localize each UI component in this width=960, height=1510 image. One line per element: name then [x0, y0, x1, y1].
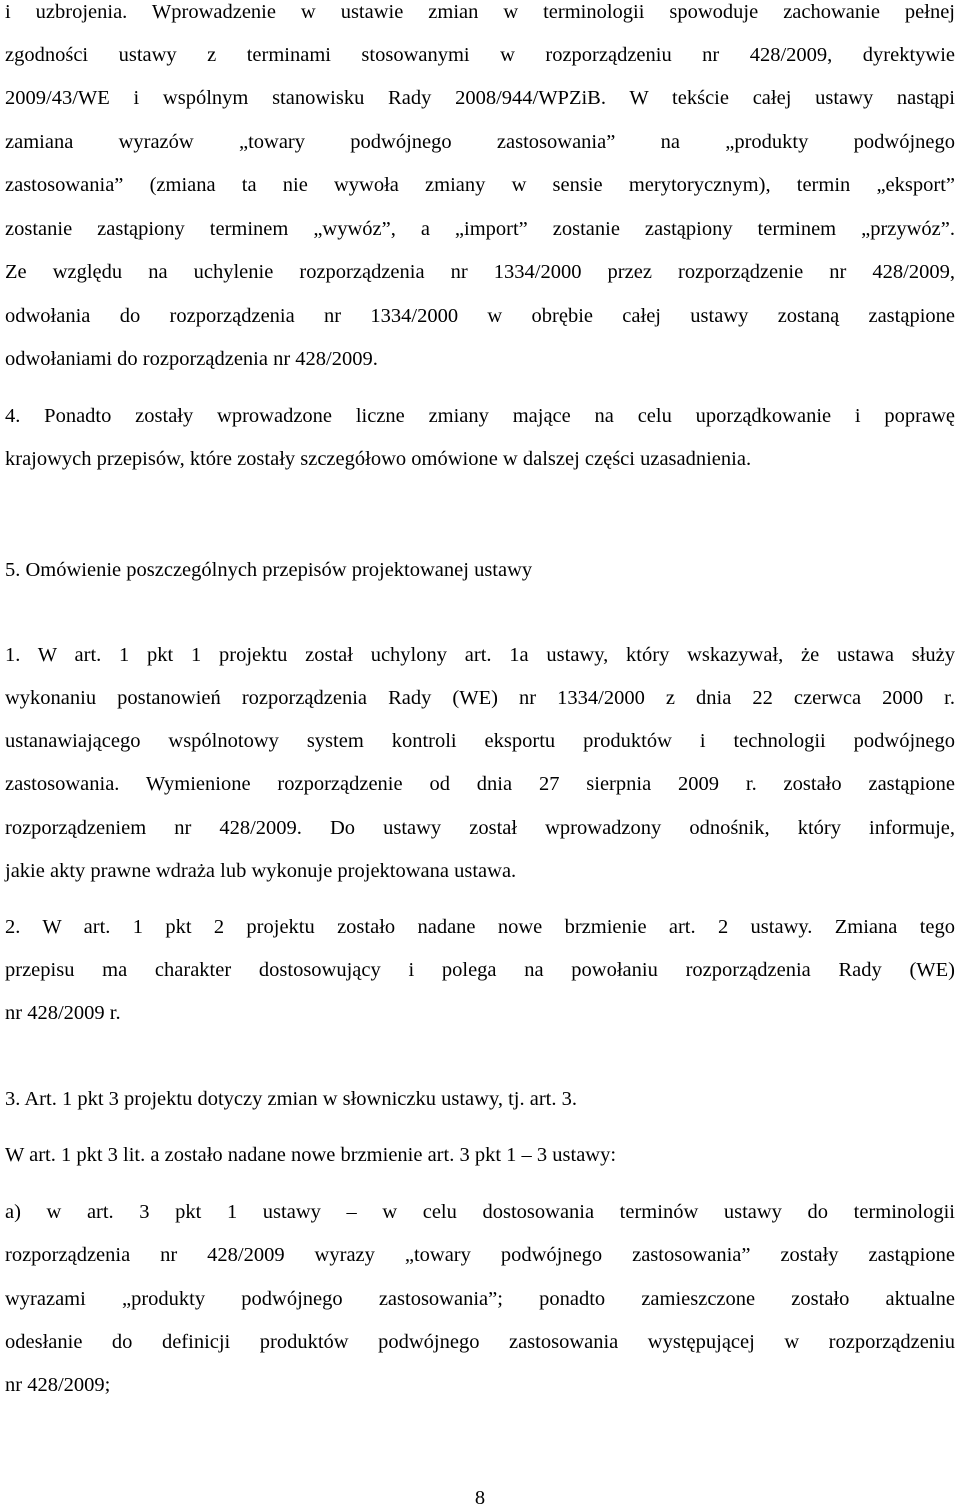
text-line: odwołaniami do rozporządzenia nr 428/2009. — [5, 348, 378, 370]
text-line: Ze względu na uchylenie rozporządzenia nr 1334/2000 przez rozporządzenie nr 428/2009, — [5, 261, 955, 283]
text-line: jakie akty prawne wdraża lub wykonuje projektowana ustawa. — [5, 860, 517, 882]
section-heading: 5. Omówienie poszczególnych przepisów projektowanej ustawy — [5, 559, 533, 581]
text-line: zastosowania. Wymienione rozporządzenie od dnia 27 sierpnia 2009 r. zostało zastąpione — [5, 773, 955, 795]
text-line: nr 428/2009; — [5, 1374, 111, 1396]
text-line: nr 428/2009 r. — [5, 1002, 121, 1024]
text-line: odesłanie do definicji produktów podwójnego zastosowania występującej w rozporządzeniu — [5, 1331, 955, 1353]
text-line: 2009/43/WE i wspólnym stanowisku Rady 2008/944/WPZiB. W tekście całej ustawy nastąpi — [5, 87, 955, 109]
text-line: zgodności ustawy z terminami stosowanymi w rozporządzeniu nr 428/2009, dyrektywie — [5, 44, 955, 66]
text-line: 4. Ponadto zostały wprowadzone liczne zmiany mające na celu uporządkowanie i poprawę — [5, 405, 955, 427]
text-line: i uzbrojenia. Wprowadzenie w ustawie zmian w terminologii spowoduje zachowanie pełnej — [5, 1, 955, 23]
text-line: zamiana wyrazów „towary podwójnego zastosowania” na „produkty podwójnego — [5, 131, 955, 153]
text-line: rozporządzeniem nr 428/2009. Do ustawy został wprowadzony odnośnik, który informuje, — [5, 817, 955, 839]
text-line: zostanie zastąpiony terminem „wywóz”, a „import” zostanie zastąpiony terminem „przywóz”. — [5, 218, 955, 240]
text-line: 1. W art. 1 pkt 1 projektu został uchylony art. 1a ustawy, który wskazywał, że ustawa służy — [5, 644, 955, 666]
text-line: 2. W art. 1 pkt 2 projektu zostało nadane nowe brzmienie art. 2 ustawy. Zmiana tego — [5, 916, 955, 938]
page-number: 8 — [474, 1487, 486, 1509]
text-line: zastosowania” (zmiana ta nie wywoła zmiany w sensie merytorycznym), termin „eksport” — [5, 174, 955, 196]
text-line: W art. 1 pkt 3 lit. a zostało nadane nowe brzmienie art. 3 pkt 1 – 3 ustawy: — [5, 1144, 617, 1166]
text-line: 3. Art. 1 pkt 3 projektu dotyczy zmian w słowniczku ustawy, tj. art. 3. — [5, 1088, 577, 1110]
text-line: odwołania do rozporządzenia nr 1334/2000 w obrębie całej ustawy zostaną zastąpione — [5, 305, 955, 327]
text-line: wykonaniu postanowień rozporządzenia Rady (WE) nr 1334/2000 z dnia 22 czerwca 2000 r. — [5, 687, 955, 709]
text-line: a) w art. 3 pkt 1 ustawy – w celu dostosowania terminów ustawy do terminologii — [5, 1201, 955, 1223]
text-line: krajowych przepisów, które zostały szczegółowo omówione w dalszej części uzasadnienia. — [5, 448, 752, 470]
text-line: wyrazami „produkty podwójnego zastosowania”; ponadto zamieszczone zostało aktualne — [5, 1288, 955, 1310]
text-line: rozporządzenia nr 428/2009 wyrazy „towary podwójnego zastosowania” zostały zastąpione — [5, 1244, 955, 1266]
text-line: przepisu ma charakter dostosowujący i polega na powołaniu rozporządzenia Rady (WE) — [5, 959, 955, 981]
text-line: ustanawiającego wspólnotowy system kontroli eksportu produktów i technologii podwójnego — [5, 730, 955, 752]
